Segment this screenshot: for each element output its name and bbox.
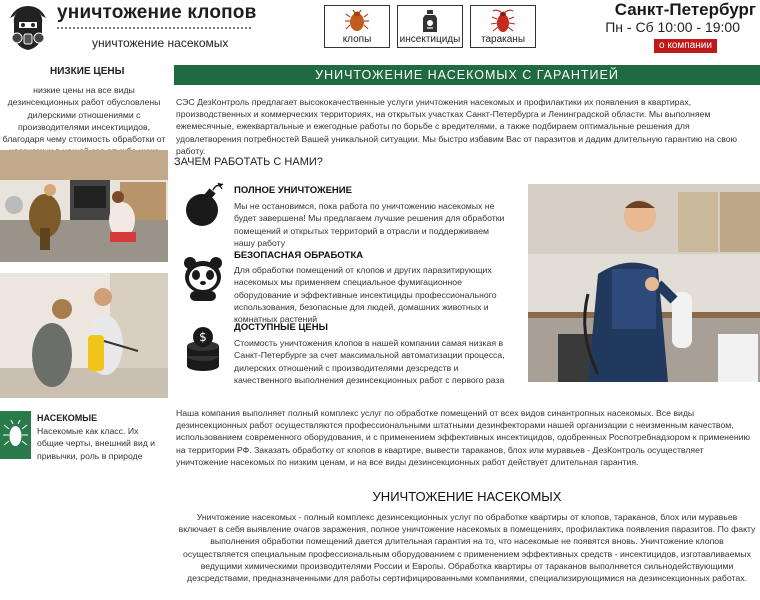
bedbug-icon (344, 9, 370, 33)
pest-control-heading: УНИЧТОЖЕНИЕ НАСЕКОМЫХ (372, 489, 562, 504)
nav-cockroaches-button[interactable] (470, 5, 536, 48)
site-subtitle: уничтожение насекомых (92, 36, 229, 50)
nav-cockroaches-label: тараканы (480, 34, 526, 45)
services-paragraph: Наша компания выполняет полный комплекс услуг по обработке помещений от всех видов синантропных насекомых. Все виды дезинсекционных работ осуществляются профессиональными штатными дезинфекторами нашей организации с неизменным качеством, использованием современного оборудования, и с применением эффективных инсектицидов, одобренных Роспотребнадзором к применению на территории РФ. Заказать обработку от клопов в квартире, вывести тараканов, блох или муравьев - ДезКонтроль осуществляет уничтожение насекомых по низким ценам, и на все виды дезинсекционных работ действует длительная гарантия. (176, 408, 750, 467)
feature-heading: ДОСТУПНЫЕ ЦЕНЫ (234, 322, 328, 333)
insecticide-bottle-icon (417, 9, 443, 33)
why-us-heading: ЗАЧЕМ РАБОТАТЬ С НАМИ? (174, 156, 323, 168)
city-name: Санкт-Петербург (614, 0, 756, 19)
exterminator-worker-photo (528, 184, 760, 382)
insects-text: Насекомые как класс. Их общие черты, внешний вид и привычки, роль в природе (37, 426, 156, 461)
site-title[interactable]: уничтожение клопов (57, 2, 257, 23)
svg-text:$: $ (199, 330, 207, 344)
cockroach-icon (490, 9, 516, 33)
feature-text: Для обработки помещений от клопов и других паразитирующих насекомых мы применяем специальное фумигационное оборудование и эффективные инсектициды профессионального использования, безопасные для людей, домашних животных и комнатных растений (234, 265, 497, 325)
working-hours: Пн - Сб 10:00 - 19:00 (605, 19, 740, 35)
pest-control-paragraph: Уничтожение насекомых - полный комплекс дезинсекционных услуг по обработке квартиры от клопов, тараканов, блох или муравьев включает в себя выявление очагов заражения, полное уничтожение насекомых в помещениях, профилактика появления паразитов. По факту выполнения обработки помещений дается длительная гарантия на то, что насекомые не появятся вновь. Уничтожение клопов осуществляется специальным профессиональным оборудованием с применением эффективных средств - инсектицидов, изготавливаемых ведущими химическими производителями России и Европы. Обработка квартиры от тараканов выполняется сильнодействующими дезсредствами, предназначенными для работы сертифицированными компаниями, специализирующимися на дезинсекционных работах. (178, 512, 756, 584)
gas-mask-logo-icon[interactable] (8, 4, 48, 52)
low-prices-heading: НИЗКИЕ ЦЕНЫ (50, 66, 125, 77)
insects-icon[interactable] (0, 411, 31, 459)
low-prices-text: низкие цены на все виды дезинсекционных работ обусловлены дилерскими отношениями с производителями инсектицидов, благодаря чему стоимость обработки от (2, 85, 166, 145)
intro-paragraph: СЭС ДезКонтроль предлагает высококачественные услуги уничтожения насекомых и профилактики их появления в квартирах, производственных и коммерческих территориях, на открытых участках Санкт-Петербурга и Ленинградской области. Мы выполняем ежемесячные, ежеквартальные и ежегодные работы по борьбе с вредителями, а также подбираем оптимальные решения для удовлетворения потребностей Вашей уникальной ситуации. Мы быстро избавим Вас от паразитов и дадим длительную гарантию на свою работу. (176, 97, 738, 156)
exterminator-with-client-photo (0, 273, 168, 398)
feature-text: Стоимость уничтожения клопов в нашей компании самая низкая в Санкт-Петербурге за счет максимальной автоматизации процесса, дилерских отношений с производителями дезсредств и качественного выполнения дезинсекционных работ с первого раза (234, 338, 505, 385)
nav-bedbugs-button[interactable] (324, 5, 390, 48)
nav-insecticides-label: инсектициды (399, 34, 461, 45)
title-divider (57, 27, 251, 29)
feature-heading: ПОЛНОЕ УНИЧТОЖЕНИЕ (234, 185, 352, 196)
guarantee-banner: УНИЧТОЖЕНИЕ НАСЕКОМЫХ С ГАРАНТИЕЙ (174, 65, 760, 85)
bomb-icon (182, 182, 224, 228)
exterminators-kitchen-photo (0, 150, 168, 262)
feature-heading: БЕЗОПАСНАЯ ОБРАБОТКА (234, 250, 364, 261)
coins-icon (182, 326, 224, 372)
nav-insecticides-button[interactable] (397, 5, 463, 48)
insects-heading[interactable]: НАСЕКОМЫЕ (37, 413, 98, 423)
feature-text: Мы не остановимся, пока работа по уничтожению насекомых не будет завершена! Мы предлагаем лучшие решения для обработки помещений и открытых территорий в отрасли и поддерживаем нашу работу (234, 201, 505, 248)
panda-icon (182, 255, 224, 301)
about-company-button[interactable]: о компании (654, 39, 717, 53)
nav-bedbugs-label: клопы (342, 34, 372, 45)
